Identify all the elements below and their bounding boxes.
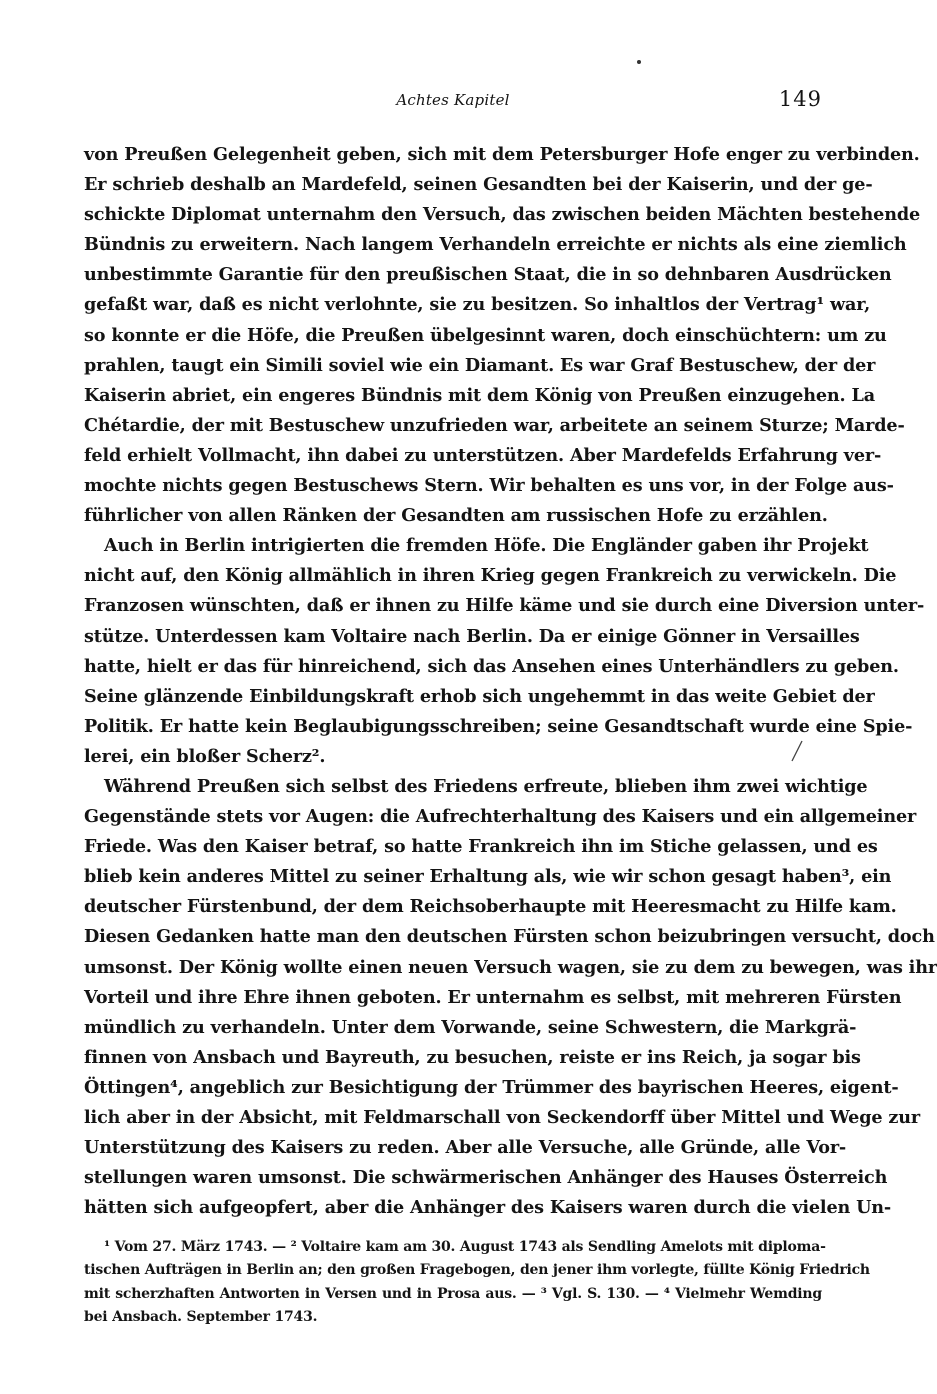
ink-speck (637, 60, 641, 64)
text-line: Öttingen⁴, angeblich zur Besichtigung der Trümmer des bayrischen Heeres, eigent- (84, 1076, 899, 1098)
text-line: umsonst. Der König wollte einen neuen Versuch wagen, sie zu dem zu bewegen, was ihr (84, 956, 937, 978)
text-line: Gegenstände stets vor Augen: die Aufrechterhaltung des Kaisers und ein allgemeiner (84, 806, 917, 828)
text-line: mündlich zu verhandeln. Unter dem Vorwande, seine Schwestern, die Markgrä- (84, 1016, 857, 1038)
text-line: Er schrieb deshalb an Mardefeld, seinen Gesandten bei der Kaiserin, und der ge- (84, 174, 873, 196)
text-line: schickte Diplomat unternahm den Versuch, das zwischen beiden Mächten bestehende (84, 204, 921, 226)
text-line: Unterstützung des Kaisers zu reden. Aber alle Versuche, alle Gründe, alle Vor- (84, 1137, 847, 1159)
paragraph-start-line: Während Preußen sich selbst des Friedens erfreute, blieben ihm zwei wichtige (104, 775, 868, 797)
text-line: Franzosen wünschten, daß er ihnen zu Hilfe käme und sie durch eine Diversion unter- (84, 595, 925, 617)
text-line: unbestimmte Garantie für den preußischen Staat, die in so dehnbaren Ausdrücken (84, 264, 892, 286)
text-line: Vorteil und ihre Ehre ihnen geboten. Er unternahm es selbst, mit mehreren Fürsten (84, 986, 902, 1008)
paragraph-start-line: Auch in Berlin intrigierten die fremden Höfe. Die Engländer gaben ihr Projekt (104, 535, 869, 557)
text-line: stellungen waren umsonst. Die schwärmerischen Anhänger des Hauses Österreich (84, 1167, 888, 1189)
text-line: Bündnis zu erweitern. Nach langem Verhandeln erreichte er nichts als eine ziemlich (84, 234, 907, 256)
text-line: stütze. Unterdessen kam Voltaire nach Berlin. Da er einige Gönner in Versailles (84, 625, 860, 647)
text-line: deutscher Fürstenbund, der dem Reichsoberhaupte mit Heeresmacht zu Hilfe kam. (84, 896, 897, 918)
text-line: von Preußen Gelegenheit geben, sich mit dem Petersburger Hofe enger zu verbinden. (84, 144, 920, 165)
text-line: mochte nichts gegen Bestuschews Stern. Wir behalten es uns vor, in der Folge aus- (84, 475, 894, 497)
footnote-line: tischen Aufträgen in Berlin an; den großen Fragebogen, den jener ihm vorlegte, füllte König Friedrich (84, 1262, 870, 1279)
text-line: Politik. Er hatte kein Beglaubigungsschreiben; seine Gesandtschaft wurde eine Spie- (84, 715, 913, 737)
text-line: Friede. Was den Kaiser betraf, so hatte Frankreich ihn im Stiche gelassen, und es (84, 836, 878, 858)
footnotes (84, 1236, 870, 1330)
running-head: Achtes Kapitel (396, 91, 510, 109)
pencil-mark (790, 740, 804, 762)
footnote-line: ¹ Vom 27. März 1743. — ² Voltaire kam am 30. August 1743 als Sendling Amelots mit diploma- (104, 1239, 826, 1255)
text-line: lich aber in der Absicht, mit Feldmarschall von Seckendorff über Mittel und Wege zur (84, 1107, 920, 1128)
text-line: feld erhielt Vollmacht, ihn dabei zu unterstützen. Aber Mardefelds Erfahrung ver- (84, 444, 882, 466)
text-line: so konnte er die Höfe, die Preußen übelgesinnt waren, doch einschüchtern: um zu (84, 324, 887, 346)
text-line: gefaßt war, daß es nicht verlohnte, sie zu besitzen. So inhaltlos der Vertrag¹ war, (84, 294, 871, 316)
text-line: nicht auf, den König allmählich in ihren Krieg gegen Frankreich zu verwickeln. Die (84, 565, 897, 587)
text-line: hätten sich aufgeopfert, aber die Anhänger des Kaisers waren durch die vielen Un- (84, 1197, 892, 1219)
footnote-line: bei Ansbach. September 1743. (84, 1309, 318, 1326)
page-number: 149 (778, 87, 822, 111)
text-line: Seine glänzende Einbildungskraft erhob sich ungehemmt in das weite Gebiet der (84, 685, 875, 707)
text-line: hatte, hielt er das für hinreichend, sich das Ansehen eines Unterhändlers zu geben. (84, 655, 899, 677)
footnote-line: mit scherzhaften Antworten in Versen und in Prosa aus. — ³ Vgl. S. 130. — ⁴ Vielmehr Wemding (84, 1285, 822, 1302)
text-line: Kaiserin abriet, ein engeres Bündnis mit dem König von Preußen einzugehen. La (84, 384, 875, 406)
text-line: finnen von Ansbach und Bayreuth, zu besuchen, reiste er ins Reich, ja sogar bis (84, 1046, 861, 1068)
body-text (84, 140, 937, 1223)
text-line: blieb kein anderes Mittel zu seiner Erhaltung als, wie wir schon gesagt haben³, ein (84, 866, 892, 888)
text-line: Chétardie, der mit Bestuschew unzufrieden war, arbeitete an seinem Sturze; Marde- (84, 414, 905, 436)
page-header (84, 87, 822, 115)
text-line: Diesen Gedanken hatte man den deutschen Fürsten schon beizubringen versucht, doch (84, 926, 935, 948)
text-line: lerei, ein bloßer Scherz². (84, 745, 326, 767)
text-line: prahlen, taugt ein Simili soviel wie ein Diamant. Es war Graf Bestuschew, der der (84, 354, 876, 376)
text-line: führlicher von allen Ränken der Gesandten am russischen Hofe zu erzählen. (84, 505, 828, 527)
